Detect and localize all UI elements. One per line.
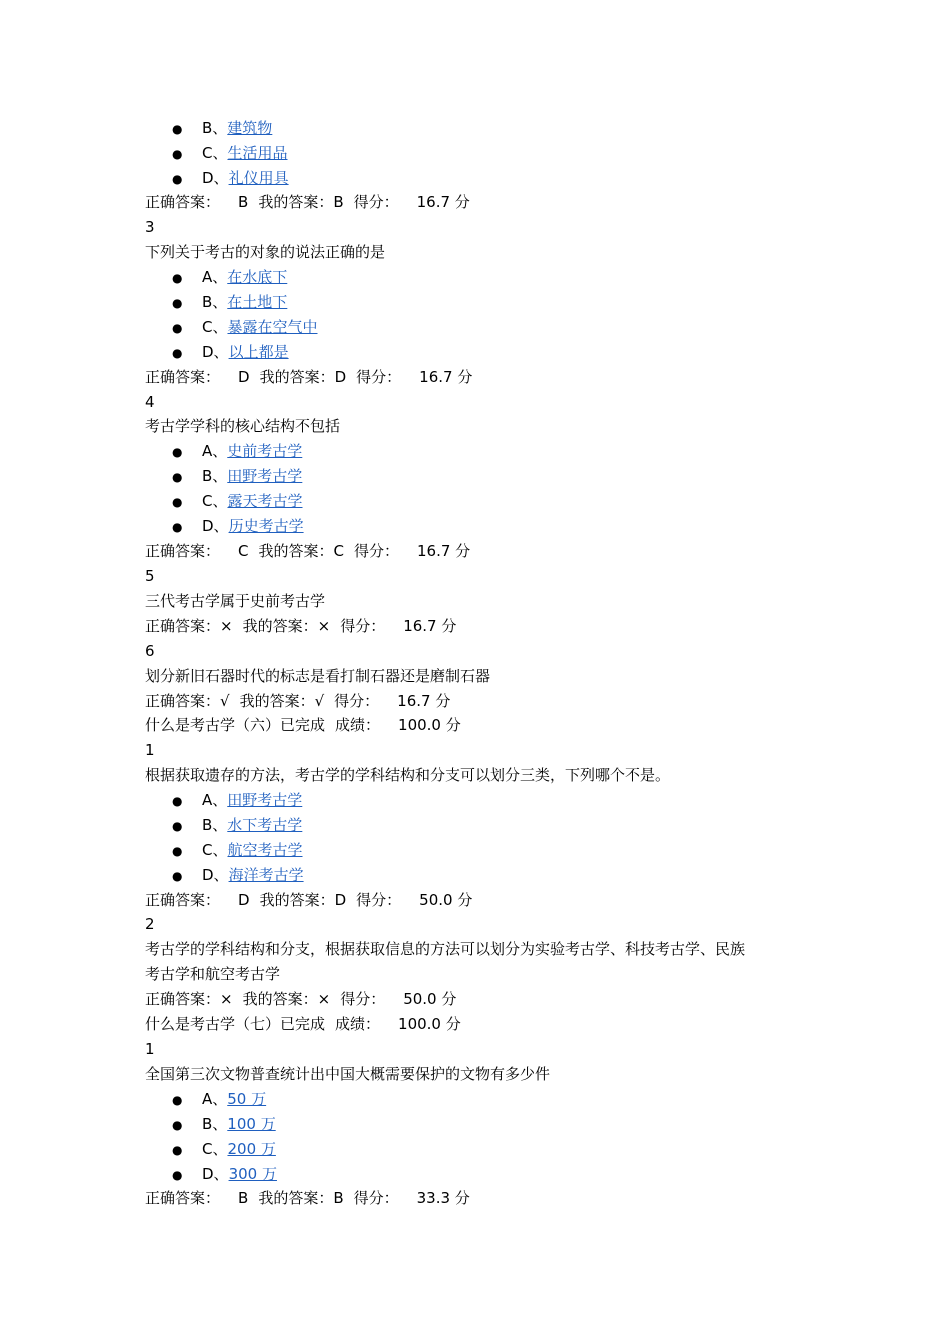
my-answer: B — [333, 193, 344, 211]
section-score-label: 成绩： — [335, 716, 381, 734]
option-letter: C、 — [202, 1140, 228, 1158]
option-item — [172, 265, 287, 290]
my-answer-label: 我的答案： — [242, 990, 318, 1008]
question-number: 3 — [145, 218, 155, 236]
question-number: 1 — [145, 1040, 155, 1058]
score-label: 得分： — [356, 368, 402, 386]
score-value: 50.0 分 — [403, 990, 457, 1008]
question-number: 4 — [145, 393, 155, 411]
score-label: 得分： — [354, 542, 400, 560]
option-item — [172, 1162, 277, 1187]
answer-result — [145, 888, 472, 913]
option-link[interactable]: 生活用品 — [227, 144, 288, 162]
bullet-icon: ● — [172, 346, 183, 360]
score-value: 16.7 分 — [419, 368, 473, 386]
option-letter: C、 — [202, 318, 228, 336]
correct-label: 正确答案： — [145, 542, 221, 560]
question-text: 三代考古学属于史前考古学 — [145, 592, 326, 610]
my-answer: √ — [314, 692, 325, 710]
option-link[interactable]: 海洋考古学 — [228, 866, 304, 884]
question-text: 下列关于考古的对象的说法正确的是 — [145, 243, 386, 261]
answer-result — [145, 689, 450, 714]
bullet-icon: ● — [172, 520, 183, 534]
bullet-icon: ● — [172, 470, 183, 484]
bullet-icon: ● — [172, 1118, 183, 1132]
my-answer-label: 我的答案： — [258, 1189, 334, 1207]
option-letter: A、 — [202, 1090, 228, 1108]
option-link[interactable]: 在水底下 — [227, 268, 288, 286]
correct-answer: D — [238, 891, 250, 909]
bullet-icon: ● — [172, 147, 183, 161]
option-link[interactable]: 300 万 — [228, 1165, 277, 1183]
option-item — [172, 141, 288, 166]
correct-label: 正确答案： — [145, 891, 221, 909]
section-score: 100.0 分 — [398, 716, 461, 734]
correct-label: 正确答案： — [145, 990, 221, 1008]
option-item — [172, 813, 302, 838]
option-item — [172, 1137, 276, 1162]
option-item — [172, 1087, 266, 1112]
score-label: 得分： — [356, 891, 402, 909]
option-link[interactable]: 50 万 — [227, 1090, 267, 1108]
bullet-icon: ● — [172, 495, 183, 509]
correct-answer: √ — [220, 692, 230, 710]
answer-result — [145, 190, 470, 215]
option-letter: B、 — [202, 467, 228, 485]
correct-answer: D — [238, 368, 250, 386]
my-answer-label: 我的答案： — [259, 368, 335, 386]
question-text-continued: 考古学和航空考古学 — [145, 965, 281, 983]
bullet-icon: ● — [172, 1143, 183, 1157]
score-label: 得分： — [340, 990, 386, 1008]
bullet-icon: ● — [172, 1093, 183, 1107]
option-link[interactable]: 礼仪用具 — [228, 169, 289, 187]
question-text: 划分新旧石器时代的标志是看打制石器还是磨制石器 — [145, 667, 491, 685]
option-link[interactable]: 历史考古学 — [228, 517, 304, 535]
my-answer-label: 我的答案： — [239, 692, 315, 710]
answer-result — [145, 614, 456, 639]
option-item — [172, 290, 287, 315]
score-value: 50.0 分 — [419, 891, 473, 909]
section-header — [145, 1012, 461, 1037]
option-item — [172, 1112, 276, 1137]
my-answer: B — [333, 1189, 344, 1207]
option-letter: C、 — [202, 144, 228, 162]
option-letter: C、 — [202, 841, 228, 859]
bullet-icon: ● — [172, 321, 183, 335]
score-label: 得分： — [334, 692, 380, 710]
option-letter: A、 — [202, 268, 228, 286]
bullet-icon: ● — [172, 819, 183, 833]
answer-result — [145, 539, 470, 564]
option-letter: B、 — [202, 119, 228, 137]
question-number: 1 — [145, 741, 155, 759]
correct-label: 正确答案： — [145, 193, 221, 211]
option-letter: D、 — [202, 1165, 229, 1183]
question-text: 根据获取遗存的方法，考古学的学科结构和分支可以划分三类，下列哪个不是。 — [145, 766, 671, 784]
my-answer: C — [333, 542, 344, 560]
correct-answer: × — [220, 617, 233, 635]
score-value: 16.7 分 — [417, 542, 471, 560]
answer-result — [145, 987, 456, 1012]
option-letter: D、 — [202, 343, 229, 361]
option-item — [172, 439, 302, 464]
correct-answer: × — [220, 990, 233, 1008]
bullet-icon: ● — [172, 296, 183, 310]
score-label: 得分： — [353, 1189, 399, 1207]
question-number: 6 — [145, 642, 155, 660]
score-value: 16.7 分 — [403, 617, 457, 635]
option-link[interactable]: 水下考古学 — [227, 816, 303, 834]
section-header — [145, 713, 461, 738]
option-item — [172, 863, 304, 888]
correct-label: 正确答案： — [145, 617, 221, 635]
correct-label: 正确答案： — [145, 368, 221, 386]
my-answer-label: 我的答案： — [259, 891, 335, 909]
my-answer-label: 我的答案： — [242, 617, 318, 635]
score-value: 33.3 分 — [416, 1189, 470, 1207]
score-label: 得分： — [353, 193, 399, 211]
my-answer-label: 我的答案： — [258, 193, 334, 211]
option-letter: B、 — [202, 816, 228, 834]
correct-label: 正确答案： — [145, 1189, 221, 1207]
option-letter: B、 — [202, 293, 228, 311]
my-answer: × — [317, 990, 331, 1008]
answer-result — [145, 365, 472, 390]
option-letter: D、 — [202, 517, 229, 535]
option-item — [172, 838, 303, 863]
score-label: 得分： — [340, 617, 386, 635]
option-item — [172, 116, 272, 141]
bullet-icon: ● — [172, 122, 183, 136]
option-letter: D、 — [202, 866, 229, 884]
option-link[interactable]: 露天考古学 — [227, 492, 303, 510]
option-link[interactable]: 以上都是 — [228, 343, 289, 361]
bullet-icon: ● — [172, 794, 183, 808]
question-text: 全国第三次文物普查统计出中国大概需要保护的文物有多少件 — [145, 1065, 551, 1083]
bullet-icon: ● — [172, 445, 183, 459]
correct-answer: B — [238, 1189, 249, 1207]
question-text: 考古学学科的核心结构不包括 — [145, 417, 341, 435]
option-item — [172, 315, 318, 340]
answer-result — [145, 1186, 470, 1211]
section-score-label: 成绩： — [335, 1015, 381, 1033]
my-answer: × — [317, 617, 331, 635]
option-item — [172, 788, 302, 813]
option-link[interactable]: 100 万 — [227, 1115, 276, 1133]
bullet-icon: ● — [172, 172, 183, 186]
option-link[interactable]: 暴露在空气中 — [227, 318, 318, 336]
section-score: 100.0 分 — [398, 1015, 461, 1033]
option-letter: D、 — [202, 169, 229, 187]
option-item — [172, 514, 304, 539]
option-link[interactable]: 航空考古学 — [227, 841, 303, 859]
option-link[interactable]: 田野考古学 — [227, 467, 303, 485]
option-link[interactable]: 史前考古学 — [227, 442, 303, 460]
correct-answer: C — [238, 542, 249, 560]
option-letter: B、 — [202, 1115, 228, 1133]
question-number: 2 — [145, 915, 155, 933]
question-number: 5 — [145, 567, 155, 585]
option-item — [172, 464, 302, 489]
option-letter: A、 — [202, 791, 228, 809]
option-link[interactable]: 200 万 — [227, 1140, 276, 1158]
section-title: 什么是考古学（六）已完成 — [145, 716, 326, 734]
question-text: 考古学的学科结构和分支，根据获取信息的方法可以划分为实验考古学、科技考古学、民族 — [145, 940, 746, 958]
bullet-icon: ● — [172, 271, 183, 285]
option-letter: C、 — [202, 492, 228, 510]
option-item — [172, 166, 289, 191]
my-answer: D — [334, 368, 347, 386]
option-letter: A、 — [202, 442, 228, 460]
score-value: 16.7 分 — [416, 193, 470, 211]
option-link[interactable]: 在土地下 — [227, 293, 288, 311]
option-link[interactable]: 田野考古学 — [227, 791, 303, 809]
my-answer: D — [334, 891, 347, 909]
option-link[interactable]: 建筑物 — [227, 119, 273, 137]
bullet-icon: ● — [172, 869, 183, 883]
correct-label: 正确答案： — [145, 692, 221, 710]
my-answer-label: 我的答案： — [258, 542, 334, 560]
bullet-icon: ● — [172, 844, 183, 858]
correct-answer: B — [238, 193, 249, 211]
section-title: 什么是考古学（七）已完成 — [145, 1015, 326, 1033]
score-value: 16.7 分 — [397, 692, 451, 710]
bullet-icon: ● — [172, 1168, 183, 1182]
option-item — [172, 340, 289, 365]
option-item — [172, 489, 303, 514]
